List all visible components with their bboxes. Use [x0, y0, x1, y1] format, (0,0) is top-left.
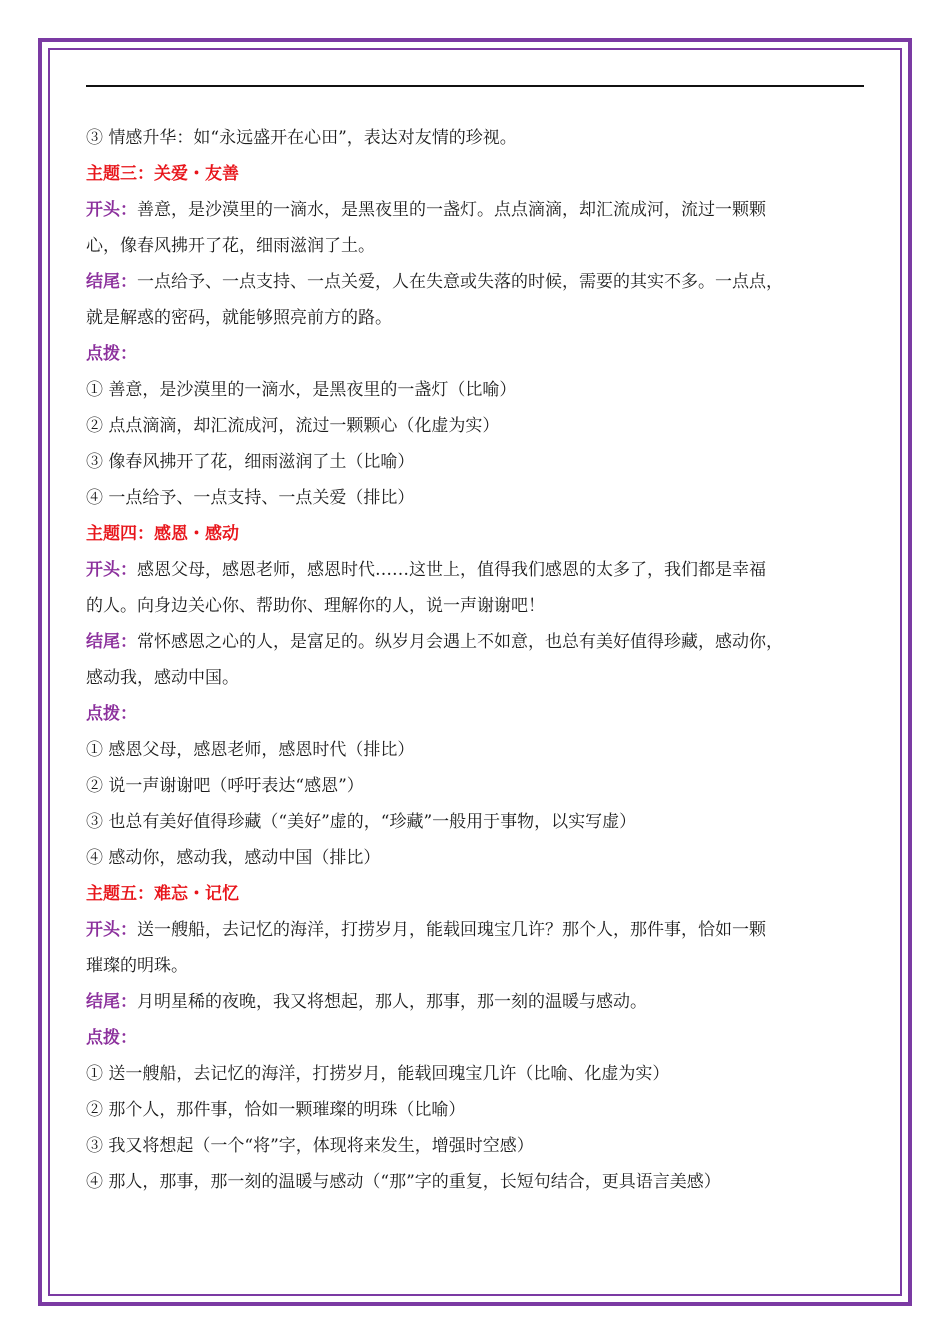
ending-continuation: 就是解惑的密码，就能够照亮前方的路。 [86, 308, 392, 328]
opening-continuation: 璀璨的明珠。 [86, 956, 188, 976]
ending-text: 常怀感恩之心的人，是富足的。纵岁月会遇上不如意，也总有美好值得珍藏，感动你， [137, 632, 783, 652]
ending-label: 结尾： [86, 272, 137, 292]
document-body [86, 120, 866, 1200]
intro-line: ③ 情感升华：如“永远盛开在心田”，表达对友情的珍视。 [86, 128, 517, 148]
ending-label: 结尾： [86, 632, 137, 652]
tip-item: ② 那个人，那件事，恰如一颗璀璨的明珠（比喻） [86, 1100, 466, 1120]
tip-item: ② 说一声谢谢吧（呼吁表达“感恩”） [86, 776, 364, 796]
opening-label: 开头： [86, 560, 137, 580]
ending-line [86, 624, 866, 660]
ending-line [86, 984, 866, 1020]
tip-item: ③ 像春风拂开了花，细雨滋润了土（比喻） [86, 452, 415, 472]
tips-label: 点拨： [86, 344, 137, 364]
opening-line [86, 912, 866, 948]
tip-item: ③ 也总有美好值得珍藏（“美好”虚的，“珍藏”一般用于事物，以实写虚） [86, 812, 637, 832]
section-theme-4 [86, 516, 866, 876]
tip-item: ① 送一艘船，去记忆的海洋，打捞岁月，能载回瑰宝几许（比喻、化虚为实） [86, 1064, 670, 1084]
tip-item: ① 善意，是沙漠里的一滴水，是黑夜里的一盏灯（比喻） [86, 380, 517, 400]
section-title: 主题五：难忘・记忆 [86, 884, 239, 904]
tip-item: ③ 我又将想起（一个“将”字，体现将来发生，增强时空感） [86, 1136, 534, 1156]
section-title: 主题四：感恩・感动 [86, 524, 239, 544]
opening-continuation: 的人。向身边关心你、帮助你、理解你的人，说一声谢谢吧！ [86, 596, 545, 616]
ending-text: 月明星稀的夜晚，我又将想起，那人，那事，那一刻的温暖与感动。 [137, 992, 647, 1012]
section-title: 主题三：关爱・友善 [86, 164, 239, 184]
opening-text: 送一艘船，去记忆的海洋，打捞岁月，能载回瑰宝几许？那个人，那件事，恰如一颗 [137, 920, 766, 940]
header-rule [86, 85, 864, 87]
ending-text: 一点给予、一点支持、一点关爱，人在失意或失落的时候，需要的其实不多。一点点， [137, 272, 783, 292]
opening-text: 感恩父母，感恩老师，感恩时代……这世上，值得我们感恩的太多了，我们都是幸福 [137, 560, 766, 580]
opening-line [86, 192, 866, 228]
section-theme-5 [86, 876, 866, 1200]
tips-label: 点拨： [86, 1028, 137, 1048]
ending-line [86, 264, 866, 300]
tip-item: ② 点点滴滴，却汇流成河，流过一颗颗心（化虚为实） [86, 416, 500, 436]
opening-continuation: 心，像春风拂开了花，细雨滋润了土。 [86, 236, 375, 256]
opening-label: 开头： [86, 200, 137, 220]
tip-item: ① 感恩父母，感恩老师，感恩时代（排比） [86, 740, 415, 760]
opening-label: 开头： [86, 920, 137, 940]
tip-item: ④ 那人，那事，那一刻的温暖与感动（“那”字的重复，长短句结合，更具语言美感） [86, 1172, 721, 1192]
tip-item: ④ 感动你，感动我，感动中国（排比） [86, 848, 381, 868]
ending-label: 结尾： [86, 992, 137, 1012]
tips-label: 点拨： [86, 704, 137, 724]
ending-continuation: 感动我，感动中国。 [86, 668, 239, 688]
section-theme-3 [86, 156, 866, 516]
opening-line [86, 552, 866, 588]
tip-item: ④ 一点给予、一点支持、一点关爱（排比） [86, 488, 415, 508]
opening-text: 善意，是沙漠里的一滴水，是黑夜里的一盏灯。点点滴滴，却汇流成河，流过一颗颗 [137, 200, 766, 220]
